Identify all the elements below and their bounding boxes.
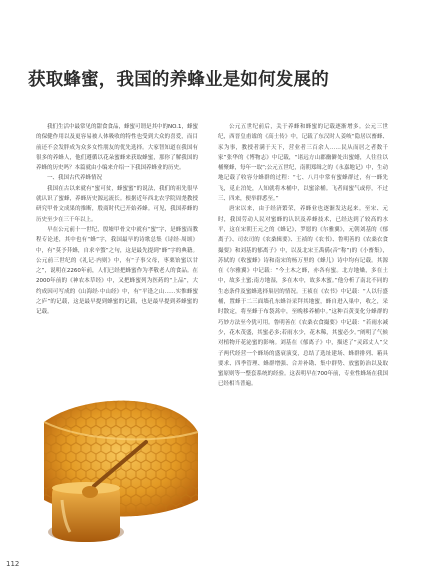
section-heading: 一、我国古代养蜂情况: [47, 175, 103, 182]
page-number: 112: [6, 560, 20, 568]
right-column: [218, 122, 388, 390]
paragraph: 唐宋以来，由于经济繁荣，养蜂业也逐渐发达起来。至宋、元时，我国劳动人民对蜜蜂的认识及养蜂技术，已经达到了较高的水平，这在宋朝王元之的《蜂记》，罗愿的《尔雅翼》，元朝刘基的《郁离子》、司农司的《农桑辑要》、王祯的《农书》、鲁明善的《农桑衣食撮要》和刘基的郁离子》中，以及北宋王禹偁(音“称”)的《小畜集》，苏轼的《收蜜蜂》诗和南宋的杨万里的《蜂儿》诗中均有记载。其源在《尔雅翼》中记载：“今土木之蜂，亦各有蜜。北方地燥，多在土中，故多土蜜;南方地湿，多在木中，故多木蜜。”他分析了南北不同的生态条件及蜜蜂选择巢居的情况。王祯在《农书》中记载：“人以行盛桶，置蜂于二三面墙孔东蜂谷采拜其地蜜，蜂自进入巢中，收之，采时散定，将至蜂于布袋蒿中，至晚移养桶中。”这种百黄变化分蜂群的巧妙方法至今犹可用。鲁明善在《农桑衣食撮要》中记载：“若雨水减少，花木茂盛，其蜜必多;若雨水少，花木稀，其蜜必少。”阐明了气候对植物开花泌蜜的影响。刘基在《郁离子》中，描述了“灵邱丈人”父子两代经营一个蜂场的盛衰演变，总结了选址建场、蜂群排列、箱具要求、四季管理、蜂群增强、合并补勘、集中群势、放蜜防治以及取蜜原则等一整套系统的经验。这表明早在700年前，专业性蜂场在我国已经相当普遍。: [218, 206, 389, 388]
paragraph: 早在公元前十一世纪，殷墟甲骨文中就有“蜜”字，是蜂蜜而教程专论述，其中也有“蜂”字，我国最早的诗歌总集《诗经·周颂》中，有“莫予荓蜂，自求辛螫”之句，这是最先提到“蜂”字的典籍。公元前三世纪的《礼记·内则》中，有“子事父母，枣栗饴蜜以甘之”，说明在2260年前，人们已经把蜂蜜作为孝敬老人的食品。在2000年前的《神农本草经》中，又把蜂蜜列为医药的“上品”，大约成因可写成的《山海经·中山经》中，有“平逢之山……实惟蜂蜜之庐”的记载，这是最早提到蜂蜜的记载，也是最早提到养蜂蜜的记载。: [36, 226, 198, 316]
paragraph: 公元五世纪前后，关于养蜂和蜂蜜的记载逐渐增多。公元三世纪，西晋皇甫谧的《高士传》中，记载了东汉时人姜岐“隐居以畜蜂、豕为事，教授者满于天下，营业者三百余人……民从而居之者数千家”张华的《博物志》中记载，“诸远方山郡幽僻处出蜜蜡，人往往以桶聚蜂，每年一取”;公元五世纪，南朝郑缉之的《永嘉地记》中，生动地记载了收容分蜂群的过程：“七、八月中常有蜜蜂群过，有一蜂先飞，觅止泊处，人知就将木桶中，以蜜涂桶。飞者闻蜜气或停，不过三、四来，便举群悉至。”: [218, 124, 388, 203]
left-column: [36, 122, 198, 318]
page-title: 获取蜂蜜，我国的养蜂业是如何发展的: [28, 70, 329, 90]
paragraph: 我们生活中最常见的甜食食品，蜂蜜可谓是其中的NO.1，蜂蜜的保健作用以及更容易被人体吸收的特性也受到大众的喜爱，而目前还不会发胖成为众多女性朋友的优先选择。大家智知道在我国有很多的养蜂人，他们遵循以花朵蜜蜂来获取蜂蜜，那你了解我国的养蜂的历史吗？本篇就由小编来介绍一下我国养蜂业的历史。: [36, 124, 198, 172]
paragraph: 我国在古以来就有“蜜可贫，蜂蜜蜜”的说法，我们的祖先很早就认识了蜜蜂，养蜂历史源远流长。根据近年西北农学院周尧教授研究甲骨文成果的推断，殷商时代已开始养蜂。可见，我国养蜂的历史至少在三千年以上。: [36, 185, 198, 223]
honey-illustration: [26, 382, 206, 562]
